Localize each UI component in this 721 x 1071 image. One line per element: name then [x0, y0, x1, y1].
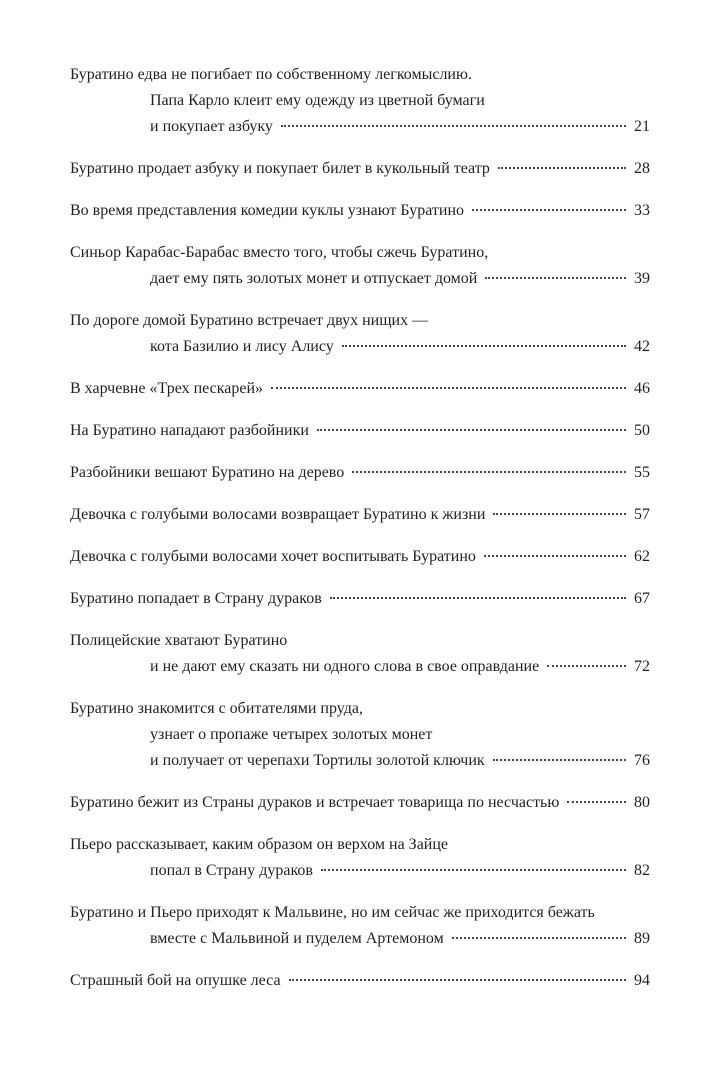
toc-entry-title-line: вместе с Мальвиной и пуделем Артемоном	[150, 930, 444, 947]
page-number: 62	[634, 548, 650, 565]
dot-leader	[289, 978, 626, 981]
toc-line	[70, 88, 650, 114]
toc-entry[interactable]	[70, 968, 650, 994]
page-number: 21	[634, 118, 650, 135]
page-number: 39	[634, 270, 650, 287]
toc-entry[interactable]	[70, 544, 650, 570]
dot-leader	[547, 664, 626, 667]
toc-line	[70, 502, 650, 528]
toc-line	[70, 722, 650, 748]
page-number: 72	[634, 658, 650, 675]
page-number: 50	[634, 422, 650, 439]
toc-entry-title-line: Папа Карло клеит ему одежду из цветной бумаги	[150, 92, 485, 109]
toc-line	[70, 968, 650, 994]
toc-line	[70, 62, 650, 88]
toc-entry[interactable]	[70, 586, 650, 612]
toc-line	[70, 790, 650, 816]
toc-entry-title-line: Полицейские хватают Буратино	[70, 632, 288, 649]
toc-line	[70, 858, 650, 884]
page-number: 76	[634, 752, 650, 769]
toc-entry-title-line: Буратино попадает в Страну дураков	[70, 590, 322, 607]
page-number: 80	[634, 794, 650, 811]
toc-line	[70, 418, 650, 444]
page-number: 94	[634, 972, 650, 989]
page-number: 57	[634, 506, 650, 523]
toc-entry[interactable]	[70, 376, 650, 402]
toc-entry[interactable]	[70, 790, 650, 816]
toc-line	[70, 198, 650, 224]
toc-entry-title-line: попал в Страну дураков	[150, 862, 313, 879]
toc-entry-title-line: дает ему пять золотых монет и отпускает домой	[150, 270, 478, 287]
dot-leader	[352, 470, 626, 473]
page-number: 89	[634, 930, 650, 947]
toc-entry-title-line: кота Базилио и лису Алису	[150, 338, 334, 355]
toc-line	[70, 266, 650, 292]
page-number: 42	[634, 338, 650, 355]
toc-line	[70, 334, 650, 360]
toc-line	[70, 240, 650, 266]
toc-entry[interactable]	[70, 900, 650, 952]
toc-line	[70, 926, 650, 952]
page-number: 55	[634, 464, 650, 481]
toc-entry-title-line: узнает о пропаже четырех золотых монет	[150, 726, 433, 743]
toc-entry[interactable]	[70, 240, 650, 292]
toc-entry-title-line: и покупает азбуку	[150, 118, 273, 135]
dot-leader	[498, 166, 626, 169]
toc-entry-title-line: и получает от черепахи Тортилы золотой ключик	[150, 752, 485, 769]
toc-line	[70, 544, 650, 570]
toc-entry[interactable]	[70, 198, 650, 224]
toc-entry[interactable]	[70, 308, 650, 360]
toc-entry-title-line: В харчевне «Трех пескарей»	[70, 380, 264, 397]
toc-entry-title-line: По дороге домой Буратино встречает двух нищих —	[70, 312, 429, 329]
dot-leader	[472, 208, 626, 211]
toc-entry-title-line: Во время представления комедии куклы узнают Буратино	[70, 202, 465, 219]
toc-entry-title-line: Буратино и Пьеро приходят к Мальвине, но им сейчас же приходится бежать	[70, 904, 595, 921]
toc-line	[70, 586, 650, 612]
page-number: 28	[634, 160, 650, 177]
toc-line	[70, 748, 650, 774]
page-number: 46	[634, 380, 650, 397]
dot-leader	[330, 596, 626, 599]
toc-entry[interactable]	[70, 696, 650, 774]
page-number: 33	[634, 202, 650, 219]
table-of-contents	[70, 62, 650, 1010]
toc-entry-title-line: Разбойники вешают Буратино на дерево	[70, 464, 345, 481]
toc-entry-title-line: Девочка с голубыми волосами хочет воспитывать Буратино	[70, 548, 476, 565]
toc-entry[interactable]	[70, 156, 650, 182]
toc-line	[70, 376, 650, 402]
toc-entry[interactable]	[70, 418, 650, 444]
toc-entry-title-line: Пьеро рассказывает, каким образом он верхом на Зайце	[70, 836, 449, 853]
toc-entry[interactable]	[70, 62, 650, 140]
toc-entry-title-line: Синьор Карабас-Барабас вместо того, чтобы сжечь Буратино,	[70, 244, 489, 261]
toc-entry[interactable]	[70, 628, 650, 680]
page-number: 82	[634, 862, 650, 879]
dot-leader	[342, 344, 626, 347]
toc-line	[70, 654, 650, 680]
toc-entry-title-line: Буратино бежит из Страны дураков и встречает товарища по несчастью	[70, 794, 560, 811]
toc-line	[70, 156, 650, 182]
dot-leader	[484, 554, 626, 557]
toc-entry-title-line: и не дают ему сказать ни одного слова в свое оправдание	[150, 658, 540, 675]
toc-entry-title-line: Буратино знакомится с обитателями пруда,	[70, 700, 363, 717]
toc-entry-title-line: Буратино едва не погибает по собственному легкомыслию.	[70, 66, 472, 83]
dot-leader	[493, 758, 626, 761]
toc-entry-title-line: На Буратино нападают разбойники	[70, 422, 309, 439]
toc-line	[70, 832, 650, 858]
page-number: 67	[634, 590, 650, 607]
dot-leader	[567, 800, 626, 803]
toc-entry[interactable]	[70, 502, 650, 528]
dot-leader	[281, 124, 626, 127]
dot-leader	[317, 428, 626, 431]
toc-entry[interactable]	[70, 460, 650, 486]
toc-entry-title-line: Буратино продает азбуку и покупает билет в кукольный театр	[70, 160, 490, 177]
toc-entry[interactable]	[70, 832, 650, 884]
toc-line	[70, 114, 650, 140]
dot-leader	[321, 868, 626, 871]
toc-line	[70, 900, 650, 926]
toc-line	[70, 308, 650, 334]
toc-line	[70, 460, 650, 486]
dot-leader	[271, 386, 626, 389]
dot-leader	[452, 936, 626, 939]
dot-leader	[485, 276, 626, 279]
dot-leader	[493, 512, 626, 515]
toc-entry-title-line: Девочка с голубыми волосами возвращает Буратино к жизни	[70, 506, 486, 523]
toc-line	[70, 696, 650, 722]
toc-line	[70, 628, 650, 654]
toc-entry-title-line: Страшный бой на опушке леса	[70, 972, 281, 989]
